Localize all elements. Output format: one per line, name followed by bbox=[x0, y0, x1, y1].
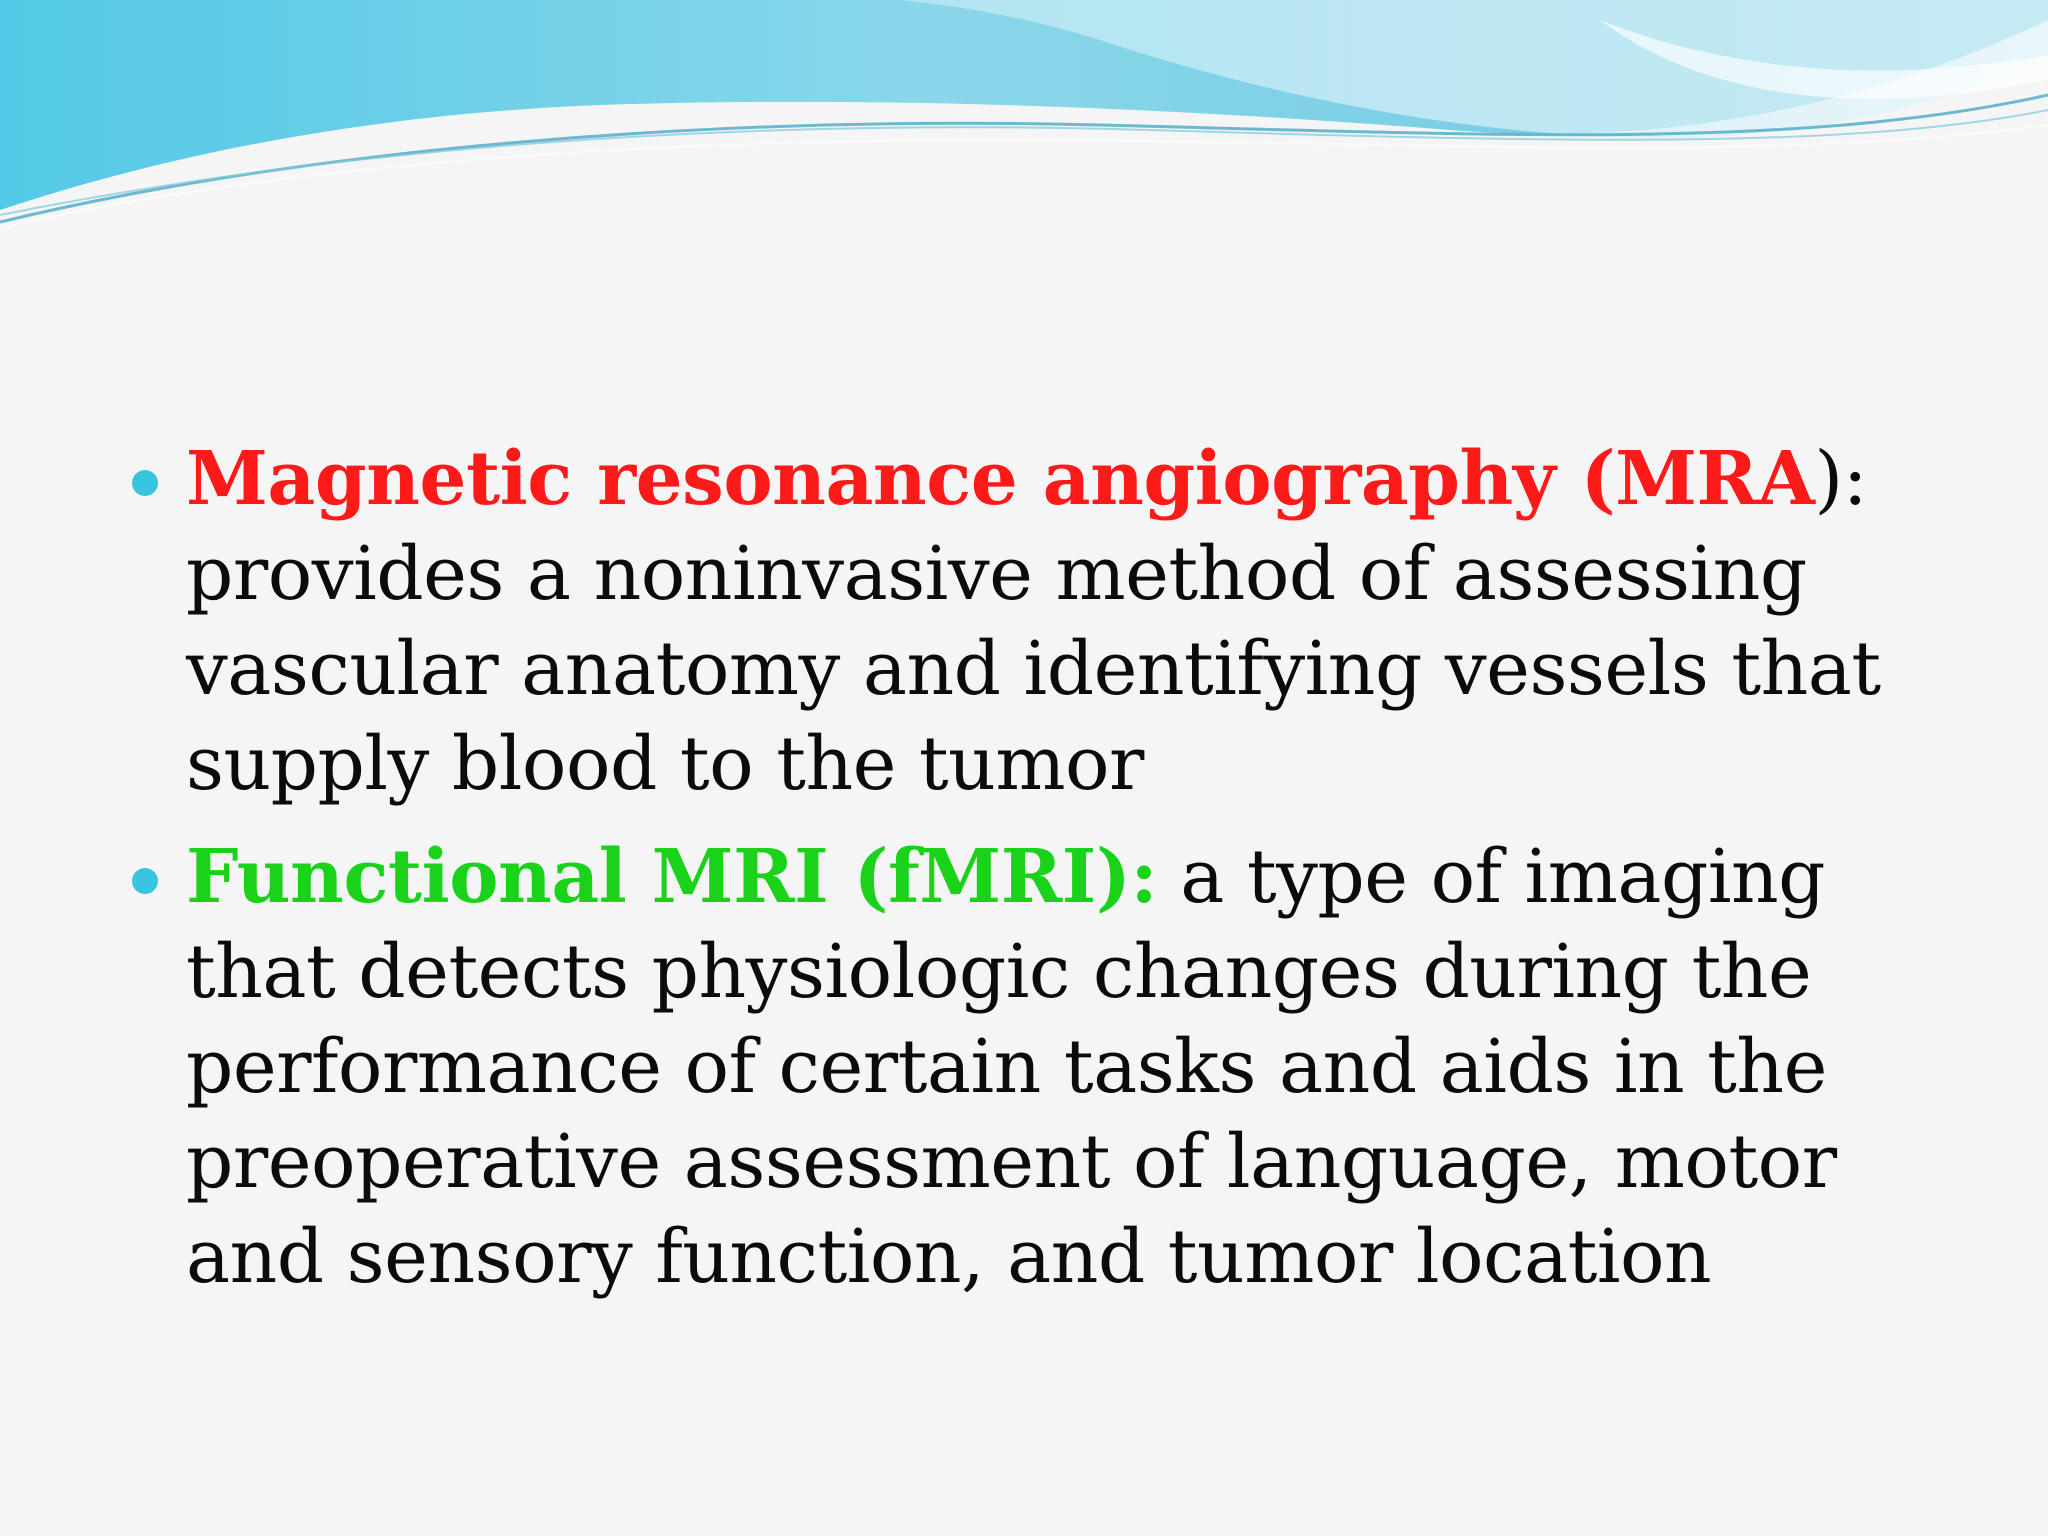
mra-term-close: ) bbox=[1814, 436, 1843, 522]
filled-circle-bullet-icon bbox=[132, 470, 158, 496]
bullet-item-fmri bbox=[130, 830, 1990, 1305]
fmri-term: Functional MRI (fMRI): bbox=[186, 834, 1158, 920]
filled-circle-bullet-icon bbox=[132, 868, 158, 894]
wave-line-3 bbox=[0, 125, 2048, 228]
bullet-list bbox=[130, 432, 1990, 1323]
mra-separator: : bbox=[1842, 436, 1868, 522]
bullet-item-mra bbox=[130, 432, 1990, 812]
wave-header-decoration bbox=[0, 0, 2048, 240]
mra-description: provides a noninvasive method of assessing vascular anatomy and identifying vessels that supply blood to the tumor bbox=[186, 531, 1881, 807]
mra-term: Magnetic resonance angiography (MRA bbox=[186, 436, 1815, 522]
fmri-description: a type of imaging that detects physiologic changes during the performance of certain tasks and aids in the preoperative assessment of language, motor and sensory function, and tumor location bbox=[186, 834, 1837, 1300]
